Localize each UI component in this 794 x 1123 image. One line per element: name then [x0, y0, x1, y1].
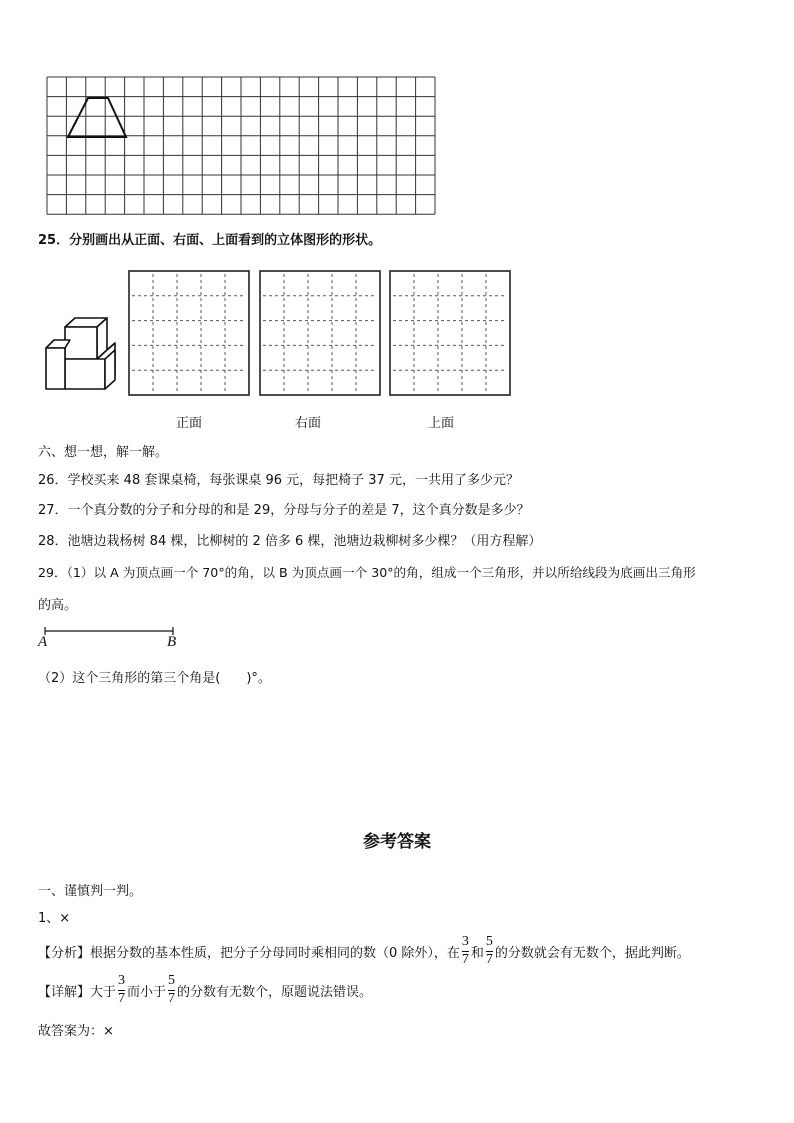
label-front-view: 正面	[176, 416, 203, 431]
question-25: 25．分别画出从正面、右面、上面看到的立体图形的形状。	[38, 233, 382, 248]
top-view-grid[interactable]	[389, 270, 511, 396]
answer-item-1: 1、×	[38, 911, 71, 926]
point-a-label: A	[38, 634, 48, 650]
answer-1-detail	[38, 974, 372, 1006]
label-top-view: 上面	[428, 416, 455, 431]
fraction-5-7: $\frac{5}{7}$	[485, 934, 493, 967]
point-b-label: B	[167, 634, 177, 650]
question-26: 26．学校买来 48 套课桌椅，每张课桌 96 元，每把椅子 37 元，一共用了多少元？	[38, 473, 519, 488]
grid-with-trapezoid	[46, 76, 436, 218]
trapezoid-shape	[68, 98, 126, 137]
answers-title: 参考答案	[363, 832, 431, 852]
question-29-line1: 29．（1）以 A 为顶点画一个 70°的角，以 B 为顶点画一个 30°的角，组成一个三角形，并以所给线段为底画出三角形	[38, 565, 696, 580]
analysis-text-pre: 【分析】根据分数的基本性质，把分子分母同时乘相同的数（0 除外），在	[38, 945, 460, 961]
answer-1-conclusion: 故答案为：×	[38, 1024, 114, 1039]
fraction-3-7-detail: $\frac{3}{7}$	[118, 973, 126, 1006]
right-view-grid[interactable]	[259, 270, 381, 396]
question-27: 27．一个真分数的分子和分母的和是 29，分母与分子的差是 7，这个真分数是多少？	[38, 503, 530, 518]
question-29-line2: 的高。	[38, 598, 78, 613]
fraction-5-7-detail: $\frac{5}{7}$	[168, 973, 176, 1006]
question-28: 28．池塘边栽杨树 84 棵，比柳树的 2 倍多 6 棵，池塘边栽柳树多少棵？（用方程解）	[38, 534, 542, 549]
question-29-part2: （2）这个三角形的第三个角是( )°。	[38, 671, 271, 686]
front-view-grid[interactable]	[128, 270, 250, 396]
cube-stack-figure	[40, 310, 122, 394]
fraction-3-7: $\frac{3}{7}$	[461, 934, 469, 967]
analysis-text-mid: 和	[470, 945, 484, 961]
answers-section-1: 一、谨慎判一判。	[38, 884, 143, 899]
segment-ab[interactable]	[42, 625, 182, 637]
analysis-text-post: 的分数就会有无数个，据此判断。	[494, 945, 690, 961]
detail-text-pre: 【详解】大于	[38, 984, 117, 1000]
detail-text-post: 的分数有无数个，原题说法错误。	[177, 984, 373, 1000]
label-right-view: 右面	[295, 416, 322, 431]
answer-1-analysis	[38, 935, 690, 967]
detail-text-mid: 而小于	[127, 984, 167, 1000]
section-6-title: 六、想一想，解一解。	[38, 445, 169, 460]
